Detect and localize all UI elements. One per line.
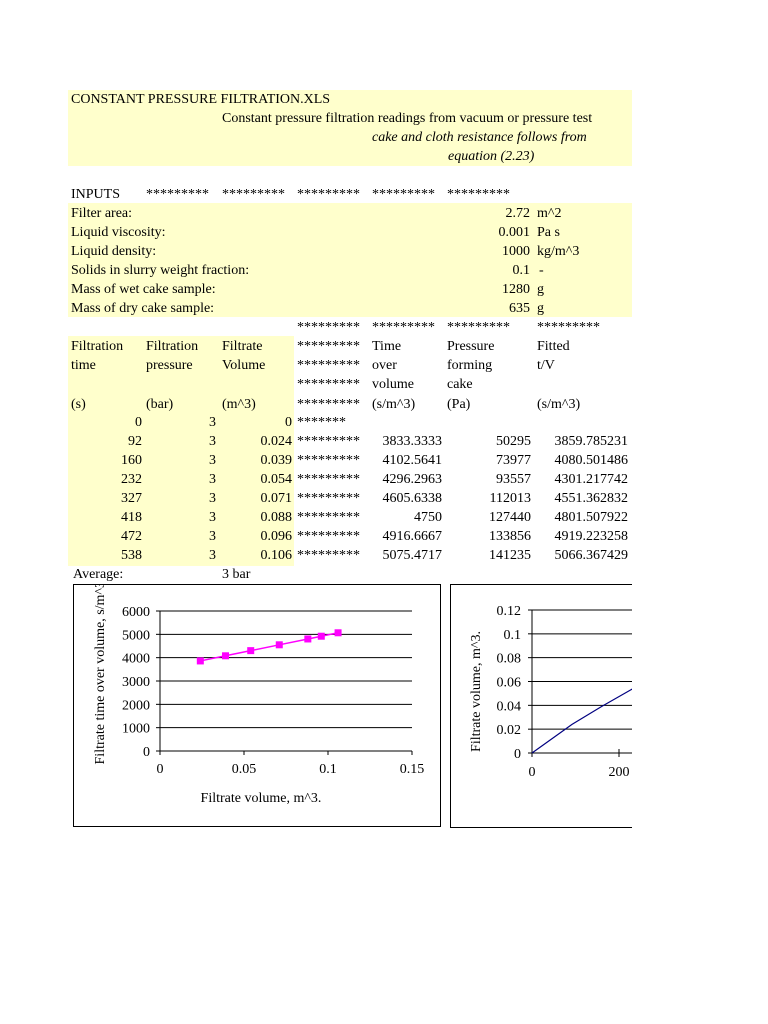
inputs-stars-5: ********* bbox=[447, 187, 510, 202]
col-filtration-pressure-header-line-2: pressure bbox=[146, 358, 193, 373]
cell-pressure: 3 bbox=[209, 472, 216, 487]
x-tick-label: 0 bbox=[528, 765, 536, 780]
chart-filtrate-volume bbox=[450, 584, 641, 828]
average-label: Average: bbox=[73, 567, 124, 582]
input-value-filter-area: 2.72 bbox=[505, 206, 530, 221]
cell-pressure: 3 bbox=[209, 415, 216, 430]
cell-time-over-volume: 4102.5641 bbox=[382, 453, 442, 468]
cell-pressure: 3 bbox=[209, 529, 216, 544]
col-filtration-time-header-line-4: (s) bbox=[71, 397, 86, 412]
cell-time: 538 bbox=[121, 548, 142, 563]
cell-time-over-volume: 4916.6667 bbox=[382, 529, 442, 544]
separator-stars-1: ********* bbox=[297, 320, 360, 335]
input-value-viscosity: 0.001 bbox=[498, 225, 530, 240]
cell-fitted: 4080.501486 bbox=[554, 453, 628, 468]
col-fitted-tv-header-line-2: t/V bbox=[537, 358, 555, 373]
col-filtration-pressure-header-line-1: Filtration bbox=[146, 339, 199, 354]
cell-pressure-cake: 141235 bbox=[489, 548, 531, 563]
cell-pressure-cake: 50295 bbox=[496, 434, 531, 449]
y-tick-label: 6000 bbox=[122, 605, 150, 620]
average-value: 3 bar bbox=[222, 567, 251, 582]
data-point bbox=[222, 652, 229, 659]
col-time-over-volume-header-line-2: over bbox=[372, 358, 397, 373]
y-tick-label: 0 bbox=[143, 745, 150, 760]
col-filtrate-volume-header-line-2: Volume bbox=[222, 358, 266, 373]
cell-volume: 0.071 bbox=[260, 491, 292, 506]
data-point bbox=[197, 657, 204, 664]
series-line bbox=[532, 627, 633, 753]
x-tick-label: 0 bbox=[156, 762, 164, 777]
col-stars-header-line-3: ********* bbox=[297, 377, 360, 392]
input-label-wet-cake: Mass of wet cake sample: bbox=[71, 282, 216, 297]
y-tick-label: 5000 bbox=[122, 628, 150, 644]
input-unit-density: kg/m^3 bbox=[537, 244, 580, 259]
cell-pressure-cake: 93557 bbox=[496, 472, 531, 487]
header-note-line1: cake and cloth resistance follows from bbox=[372, 130, 587, 145]
col-filtration-time-header-line-2: time bbox=[71, 358, 96, 373]
cell-volume: 0.054 bbox=[260, 472, 292, 487]
x-tick-label: 0.15 bbox=[399, 762, 425, 777]
page-title: CONSTANT PRESSURE FILTRATION.XLS bbox=[71, 92, 331, 107]
separator-stars-3: ********* bbox=[447, 320, 510, 335]
col-filtrate-volume-header-line-4: (m^3) bbox=[222, 397, 256, 412]
data-point bbox=[318, 633, 325, 640]
input-label-viscosity: Liquid viscosity: bbox=[71, 225, 166, 240]
y-tick-label: 0.1 bbox=[503, 627, 521, 643]
x-axis-label: Filtrate volume, m^3. bbox=[200, 791, 322, 806]
cell-time-over-volume: 4750 bbox=[414, 510, 442, 525]
cell-time: 232 bbox=[121, 472, 142, 487]
input-value-wet-cake: 1280 bbox=[502, 282, 530, 297]
input-value-solids-fraction: 0.1 bbox=[512, 263, 530, 278]
cell-volume: 0.088 bbox=[260, 510, 292, 525]
cell-time: 160 bbox=[121, 453, 142, 468]
y-tick-label: 4000 bbox=[122, 651, 150, 667]
cell-time-over-volume: 4605.6338 bbox=[382, 491, 442, 506]
y-tick-label: 0.06 bbox=[496, 675, 521, 691]
y-axis-label: Filtrate volume, m^3. bbox=[469, 631, 484, 752]
cell-pressure-cake: 112013 bbox=[489, 491, 531, 506]
col-stars-header-line-4: ********* bbox=[297, 397, 360, 412]
cell-pressure: 3 bbox=[209, 491, 216, 506]
cell-time-over-volume: 5075.4717 bbox=[382, 548, 442, 563]
series-line bbox=[200, 633, 338, 661]
cell-time: 472 bbox=[121, 529, 142, 544]
cell-stars: ******* bbox=[297, 415, 346, 430]
data-point bbox=[335, 629, 342, 636]
y-tick-label: 0.12 bbox=[496, 604, 521, 619]
y-tick-label: 3000 bbox=[122, 675, 150, 690]
input-unit-filter-area: m^2 bbox=[537, 206, 562, 221]
input-unit-wet-cake: g bbox=[537, 282, 544, 297]
input-value-density: 1000 bbox=[502, 244, 530, 259]
cell-pressure-cake: 133856 bbox=[489, 529, 531, 544]
separator-stars-2: ********* bbox=[372, 320, 435, 335]
chart-time-over-volume bbox=[73, 584, 441, 827]
input-unit-dry-cake: g bbox=[537, 301, 544, 316]
y-tick-label: 0.08 bbox=[496, 651, 521, 667]
y-tick-label: 1000 bbox=[122, 721, 150, 737]
header-subtitle: Constant pressure filtration readings from vacuum or pressure test bbox=[222, 111, 593, 126]
cell-stars: ********* bbox=[297, 434, 360, 449]
cell-fitted: 4801.507922 bbox=[554, 510, 628, 525]
x-tick-label: 0.05 bbox=[231, 762, 257, 777]
cell-fitted: 4919.223258 bbox=[554, 529, 628, 544]
x-tick-label: 200 bbox=[608, 765, 630, 780]
input-unit-viscosity: Pa s bbox=[537, 225, 560, 240]
cell-volume: 0.039 bbox=[260, 453, 292, 468]
cell-time: 327 bbox=[121, 491, 142, 506]
inputs-stars-3: ********* bbox=[297, 187, 360, 202]
chart-filtrate-volume-svg bbox=[451, 585, 633, 827]
y-axis-label: Filtrate time over volume, s/m^3. bbox=[93, 585, 108, 765]
cell-time: 0 bbox=[135, 415, 142, 430]
y-tick-label: 0 bbox=[514, 747, 521, 762]
cell-pressure-cake: 127440 bbox=[489, 510, 531, 525]
cell-time: 92 bbox=[128, 434, 142, 449]
col-stars-header-line-1: ********* bbox=[297, 339, 360, 354]
cell-fitted: 3859.785231 bbox=[554, 434, 628, 449]
col-pressure-forming-cake-header-line-2: forming bbox=[447, 358, 493, 373]
cell-stars: ********* bbox=[297, 453, 360, 468]
input-label-density: Liquid density: bbox=[71, 244, 157, 259]
cell-pressure: 3 bbox=[209, 548, 216, 563]
cell-stars: ********* bbox=[297, 548, 360, 563]
col-fitted-tv-header-line-1: Fitted bbox=[537, 339, 570, 354]
cell-fitted: 4551.362832 bbox=[554, 491, 628, 506]
y-tick-label: 0.04 bbox=[496, 699, 521, 715]
input-unit-solids-fraction: - bbox=[539, 263, 544, 278]
cell-stars: ********* bbox=[297, 529, 360, 544]
cell-pressure: 3 bbox=[209, 453, 216, 468]
col-pressure-forming-cake-header-line-3: cake bbox=[447, 377, 473, 392]
header-note-line2: equation (2.23) bbox=[448, 149, 535, 164]
y-tick-label: 2000 bbox=[122, 698, 150, 714]
cell-fitted: 4301.217742 bbox=[554, 472, 628, 487]
input-label-filter-area: Filter area: bbox=[71, 206, 133, 221]
cell-stars: ********* bbox=[297, 491, 360, 506]
cell-volume: 0.024 bbox=[260, 434, 292, 449]
y-tick-label: 0.02 bbox=[496, 723, 521, 739]
col-filtration-pressure-header-line-4: (bar) bbox=[146, 397, 174, 412]
input-label-dry-cake: Mass of dry cake sample: bbox=[71, 301, 215, 316]
col-filtrate-volume-header-line-1: Filtrate bbox=[222, 339, 263, 354]
col-filtration-time-header-line-1: Filtration bbox=[71, 339, 124, 354]
cell-time-over-volume: 4296.2963 bbox=[382, 472, 442, 487]
cell-stars: ********* bbox=[297, 472, 360, 487]
col-pressure-forming-cake-header-line-1: Pressure bbox=[447, 339, 495, 354]
cell-pressure: 3 bbox=[209, 434, 216, 449]
col-fitted-tv-header-line-4: (s/m^3) bbox=[537, 397, 581, 412]
col-stars-header-line-2: ********* bbox=[297, 358, 360, 373]
page-right-blank bbox=[632, 580, 768, 840]
cell-pressure: 3 bbox=[209, 510, 216, 525]
col-time-over-volume-header-line-4: (s/m^3) bbox=[372, 397, 416, 412]
cell-volume: 0 bbox=[285, 415, 292, 430]
data-point bbox=[276, 641, 283, 648]
inputs-label: INPUTS bbox=[71, 187, 121, 202]
cell-stars: ********* bbox=[297, 510, 360, 525]
col-pressure-forming-cake-header-line-4: (Pa) bbox=[447, 397, 471, 412]
chart-time-over-volume-svg bbox=[74, 585, 440, 826]
cell-volume: 0.096 bbox=[260, 529, 292, 544]
cell-fitted: 5066.367429 bbox=[554, 548, 628, 563]
inputs-stars-1: ********* bbox=[146, 187, 209, 202]
cell-pressure-cake: 73977 bbox=[496, 453, 531, 468]
data-point bbox=[247, 647, 254, 654]
input-label-solids-fraction: Solids in slurry weight fraction: bbox=[71, 263, 250, 278]
cell-time: 418 bbox=[121, 510, 142, 525]
col-time-over-volume-header-line-3: volume bbox=[372, 377, 414, 392]
separator-stars-4: ********* bbox=[537, 320, 600, 335]
x-tick-label: 0.1 bbox=[319, 762, 337, 777]
data-point bbox=[304, 635, 311, 642]
cell-time-over-volume: 3833.3333 bbox=[382, 434, 442, 449]
input-value-dry-cake: 635 bbox=[509, 301, 530, 316]
inputs-stars-4: ********* bbox=[372, 187, 435, 202]
cell-volume: 0.106 bbox=[260, 548, 292, 563]
inputs-stars-2: ********* bbox=[222, 187, 285, 202]
col-time-over-volume-header-line-1: Time bbox=[372, 339, 402, 354]
